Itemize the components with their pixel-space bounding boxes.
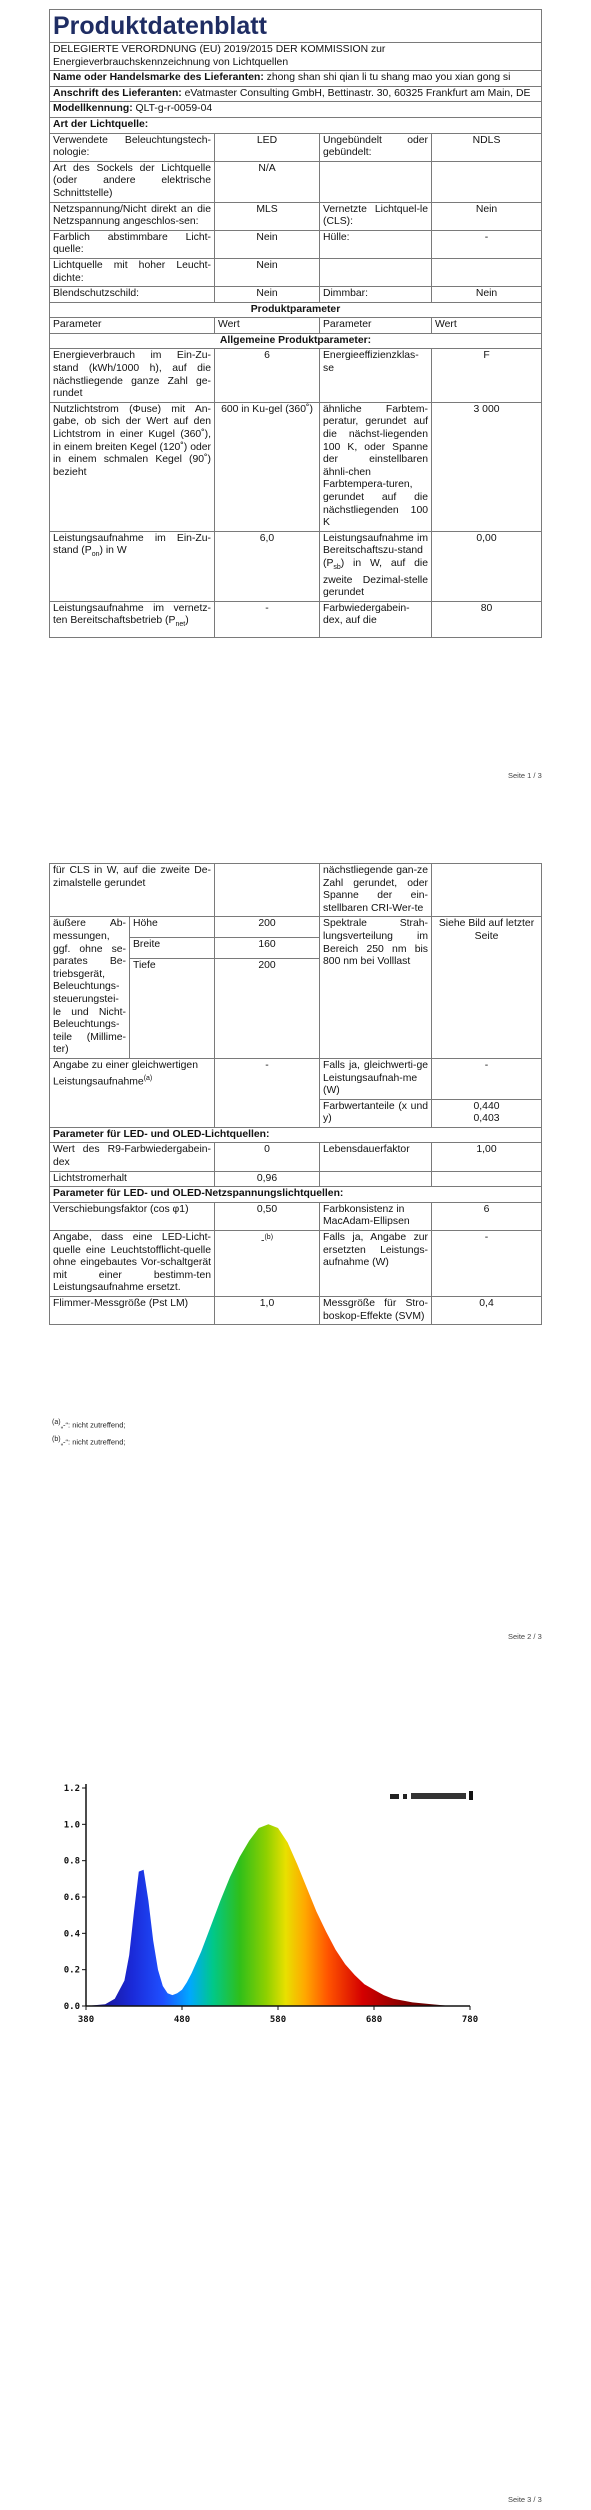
table-row xyxy=(50,531,542,601)
param-label: Art des Sockels der Lichtquelle (oder andere elektrische Schnittstelle) xyxy=(50,161,215,202)
table-row xyxy=(50,202,542,230)
param-label: Vernetzte Lichtquel-le (CLS): xyxy=(320,202,432,230)
cct-label: ähnliche Farbtem-peratur, gerundet auf die nächst-liegenden 100 K, oder Spanne der einstellbaren ähnli-chen Farbtempera-turen, gerundet auf die nächstliegenden 100 K xyxy=(320,402,432,531)
y-tick-label: 0.4 xyxy=(63,1929,80,1940)
equiv-power-label xyxy=(50,1058,215,1127)
net-standby-label-unit: ) xyxy=(185,615,189,627)
table-row xyxy=(50,349,542,402)
supplier-name-value: zhong shan shi qian li tu shang mao you xian gong si xyxy=(266,72,511,84)
footnote-marker-b: (b) xyxy=(264,1234,274,1242)
table-row xyxy=(50,287,542,303)
replacement-value xyxy=(215,1231,320,1297)
footnote-a-mark: (a) xyxy=(52,1419,61,1426)
y-tick-label: 1.0 xyxy=(63,1820,80,1831)
table-row xyxy=(50,230,542,258)
stroboscopic-label: Messgröße für Stro-boskop-Effekte (SVM) xyxy=(320,1297,432,1325)
dim-depth-value: 200 xyxy=(215,958,320,1058)
chromaticity-label: Farbwertanteile (x und y) xyxy=(320,1099,432,1127)
stroboscopic-value: 0,4 xyxy=(432,1297,542,1325)
model-value: QLT-g-r-0059-04 xyxy=(135,103,213,115)
dim-depth-label: Tiefe xyxy=(130,958,215,1058)
power-on-label-unit: ) in W xyxy=(99,545,127,557)
equiv-power-label-text: Angabe zu einer gleichwertigen Leistungsaufnahme xyxy=(53,1059,198,1087)
param-value: - xyxy=(432,230,542,258)
replacement-label: Angabe, dass eine LED-Licht-quelle eine Leuchtstofflicht-quelle ohne eingebautes Vor-schaltgerät mit einer bestimm-ten Leistungsaufnahme ersetzt. xyxy=(50,1231,215,1297)
energy-consumption-value: 6 xyxy=(215,349,320,402)
general-params-heading: Allgemeine Produktparameter: xyxy=(50,333,542,349)
x-tick-label: 680 xyxy=(365,2015,383,2025)
footnote-marker-a: (a) xyxy=(143,1074,153,1082)
page-number: Seite 3 / 3 xyxy=(508,2495,542,2504)
supplier-name-row xyxy=(50,71,542,87)
power-on-subscript: on xyxy=(91,551,100,559)
x-tick-label: 380 xyxy=(77,2015,95,2025)
displacement-factor-value: 0,50 xyxy=(215,1202,320,1230)
supplier-address-value: eVatmaster Consulting GmbH, Bettinastr. 30, 60325 Frankfurt am Main, DE xyxy=(184,87,531,99)
table-row xyxy=(50,1171,542,1187)
y-tick-label: 1.2 xyxy=(63,1784,80,1794)
param-value: Nein xyxy=(432,287,542,303)
spectral-distribution-value: Siehe Bild auf letzter Seite xyxy=(432,917,542,1059)
footnote-b-mark: (b) xyxy=(52,1435,61,1443)
footnote-b-text: „-“: nicht zutreffend; xyxy=(60,1437,126,1446)
r9-value: 0 xyxy=(215,1143,320,1171)
lumen-maintenance-label: Lichtstromerhalt xyxy=(50,1171,215,1187)
param-value: NDLS xyxy=(432,133,542,161)
param-value: LED xyxy=(215,133,320,161)
legend-smudge xyxy=(390,1791,473,1800)
table-row xyxy=(50,864,542,917)
table-row xyxy=(50,917,542,938)
page-2 xyxy=(0,858,591,1678)
param-value: MLS xyxy=(215,202,320,230)
table-row xyxy=(50,402,542,531)
param-value: Nein xyxy=(432,202,542,230)
cri-label-continued: nächstliegende gan-ze Zahl gerundet, oder Spanne der ein-stellbaren CRI-Wer-te xyxy=(320,864,432,917)
table-row xyxy=(50,1143,542,1171)
y-tick-label: 0.2 xyxy=(63,1965,80,1976)
lifetime-factor-value: 1,00 xyxy=(432,1143,542,1171)
dimensions-label: äußere Ab-messungen, ggf. ohne se-parates Be-triebsgerät, Beleuchtungs-steuerungstei-le und Nicht-Beleuchtungs-teile (Millime-ter) xyxy=(50,917,130,1059)
column-header-value: Wert xyxy=(215,318,320,334)
spectral-distribution-chart xyxy=(50,1774,490,2034)
table-row xyxy=(50,601,542,637)
x-tick-label: 780 xyxy=(461,2015,479,2025)
table-row xyxy=(50,161,542,202)
net-standby-subscript: net xyxy=(175,621,186,629)
mains-params-heading: Parameter für LED- und OLED-Netzspannungslichtquellen: xyxy=(50,1187,542,1203)
param-value: Nein xyxy=(215,287,320,303)
table-row xyxy=(50,258,542,286)
equiv-power-yes-value: - xyxy=(432,1058,542,1099)
product-params-heading: Produktparameter xyxy=(50,302,542,318)
column-header-parameter: Parameter xyxy=(50,318,215,334)
supplier-name-label: Name oder Handelsmarke des Lieferanten: xyxy=(53,72,264,84)
param-label: Lichtquelle mit hoher Leucht-dichte: xyxy=(50,258,215,286)
dim-width-value: 160 xyxy=(215,938,320,959)
equiv-power-value: - xyxy=(215,1058,320,1127)
document-title: Produktdatenblatt xyxy=(50,10,542,43)
page-number: Seite 2 / 3 xyxy=(508,1632,542,1641)
dim-height-label: Höhe xyxy=(130,917,215,938)
regulation-text: DELEGIERTE VERORDNUNG (EU) 2019/2015 DER KOMMISSION zur Energieverbrauchskennzeichnung von Lichtquellen xyxy=(50,43,542,71)
y-tick-label: 0.8 xyxy=(63,1856,80,1867)
lightsource-type-heading: Art der Lichtquelle: xyxy=(50,117,542,133)
power-on-label xyxy=(50,531,215,601)
standby-label-text: Leistungsaufnahme im Bereitschaftszu-stand (P xyxy=(323,532,428,569)
luminous-flux-value: 600 in Ku-gel (360˚) xyxy=(215,402,320,531)
page-3 xyxy=(0,1720,591,2510)
param-label: Dimmbar: xyxy=(320,287,432,303)
page-number: Seite 1 / 3 xyxy=(508,771,542,780)
param-value xyxy=(432,258,542,286)
standby-value: 0,00 xyxy=(432,531,542,601)
power-on-value: 6,0 xyxy=(215,531,320,601)
cri-label: Farbwiedergabein-dex, auf die xyxy=(320,601,432,637)
cri-value: 80 xyxy=(432,601,542,637)
model-label: Modellkennung: xyxy=(53,103,133,115)
footnotes xyxy=(52,1416,125,1449)
page-1 xyxy=(0,0,591,800)
standby-subscript: sb xyxy=(333,564,341,572)
spectrum-area xyxy=(86,1824,470,2006)
param-label: Verwendete Beleuchtungstech-nologie: xyxy=(50,133,215,161)
displacement-factor-label: Verschiebungsfaktor (cos φ1) xyxy=(50,1202,215,1230)
energy-class-value: F xyxy=(432,349,542,402)
product-datasheet-table-1 xyxy=(49,9,542,638)
footnote-a xyxy=(52,1416,125,1433)
param-value xyxy=(432,161,542,202)
model-row xyxy=(50,102,542,118)
dim-width-label: Breite xyxy=(130,938,215,959)
table-row xyxy=(50,1297,542,1325)
net-standby-label xyxy=(50,601,215,637)
param-label: Netzspannung/Nicht direkt an die Netzspannung angeschlos-sen: xyxy=(50,202,215,230)
lifetime-factor-label: Lebensdauerfaktor xyxy=(320,1143,432,1171)
net-standby-label-continued: für CLS in W, auf die zweite De-zimalstelle gerundet xyxy=(50,864,215,917)
power-on-label-text: Leistungsaufnahme im Ein-Zu-stand (P xyxy=(53,532,211,557)
y-tick-label: 0.0 xyxy=(63,2002,80,2012)
dim-height-value: 200 xyxy=(215,917,320,938)
table-row xyxy=(50,133,542,161)
net-standby-value: - xyxy=(215,601,320,637)
x-tick-label: 580 xyxy=(269,2015,287,2025)
footnote-b xyxy=(52,1433,125,1450)
chromaticity-value xyxy=(432,1099,542,1127)
x-tick-label: 480 xyxy=(173,2015,191,2025)
chromaticity-x: 0,440 xyxy=(473,1100,500,1112)
param-value: Nein xyxy=(215,230,320,258)
param-label: Hülle: xyxy=(320,230,432,258)
net-standby-label-text: Leistungsaufnahme im vernetz-ten Bereitschaftsbetrieb (P xyxy=(53,602,211,627)
energy-class-label: Energieeffizienzklas-se xyxy=(320,349,432,402)
column-header-parameter: Parameter xyxy=(320,318,432,334)
energy-consumption-label: Energieverbrauch im Ein-Zu-stand (kWh/1000 h), auf die nächstliegende ganze Zahl ge-rundet xyxy=(50,349,215,402)
param-label xyxy=(320,161,432,202)
param-label: Farblich abstimmbare Licht-quelle: xyxy=(50,230,215,258)
standby-label-unit: ) in W, auf die zweite Dezimal-stelle gerundet xyxy=(323,557,428,599)
lumen-maintenance-value: 0,96 xyxy=(215,1171,320,1187)
replacement-value-text: - xyxy=(261,1235,265,1247)
flicker-value: 1,0 xyxy=(215,1297,320,1325)
flicker-label: Flimmer-Messgröße (Pst LM) xyxy=(50,1297,215,1325)
table-row xyxy=(50,1202,542,1230)
table-row xyxy=(50,1058,542,1099)
product-datasheet-table-2 xyxy=(49,863,542,1325)
chromaticity-y: 0,403 xyxy=(473,1113,500,1125)
replacement-yes-value: - xyxy=(432,1231,542,1297)
supplier-address-row xyxy=(50,86,542,102)
param-label xyxy=(320,258,432,286)
r9-label: Wert des R9-Farbwiedergabein-dex xyxy=(50,1143,215,1171)
led-params-heading: Parameter für LED- und OLED-Lichtquellen: xyxy=(50,1127,542,1143)
footnote-a-text: „-“: nicht zutreffend; xyxy=(60,1420,126,1430)
param-value: Nein xyxy=(215,258,320,286)
column-header-row xyxy=(50,318,542,334)
supplier-address-label: Anschrift des Lieferanten: xyxy=(53,87,182,99)
equiv-power-yes-label: Falls ja, gleichwerti-ge Leistungsaufnah-me (W) xyxy=(320,1058,432,1099)
param-value: N/A xyxy=(215,161,320,202)
y-tick-label: 0.6 xyxy=(63,1893,80,1903)
replacement-yes-label: Falls ja, Angabe zur ersetzten Leistungs-aufnahme (W) xyxy=(320,1231,432,1297)
spectral-distribution-label: Spektrale Strah-lungsverteilung im Bereich 250 nm bis 800 nm bei Volllast xyxy=(320,917,432,1059)
param-label: Blendschutzschild: xyxy=(50,287,215,303)
cct-value: 3 000 xyxy=(432,402,542,531)
color-consistency-label: Farbkonsistenz in MacAdam-Ellipsen xyxy=(320,1202,432,1230)
column-header-value: Wert xyxy=(432,318,542,334)
luminous-flux-label: Nutzlichtstrom (Φuse) mit An-gabe, ob sich der Wert auf den Lichtstrom in einer Kugel (360˚), in einem breiten Kegel (120˚) oder in einem schmalen Kegel (90˚) bezieht xyxy=(50,402,215,531)
standby-label xyxy=(320,531,432,601)
table-row xyxy=(50,1231,542,1297)
param-label: Ungebündelt oder gebündelt: xyxy=(320,133,432,161)
color-consistency-value: 6 xyxy=(432,1202,542,1230)
